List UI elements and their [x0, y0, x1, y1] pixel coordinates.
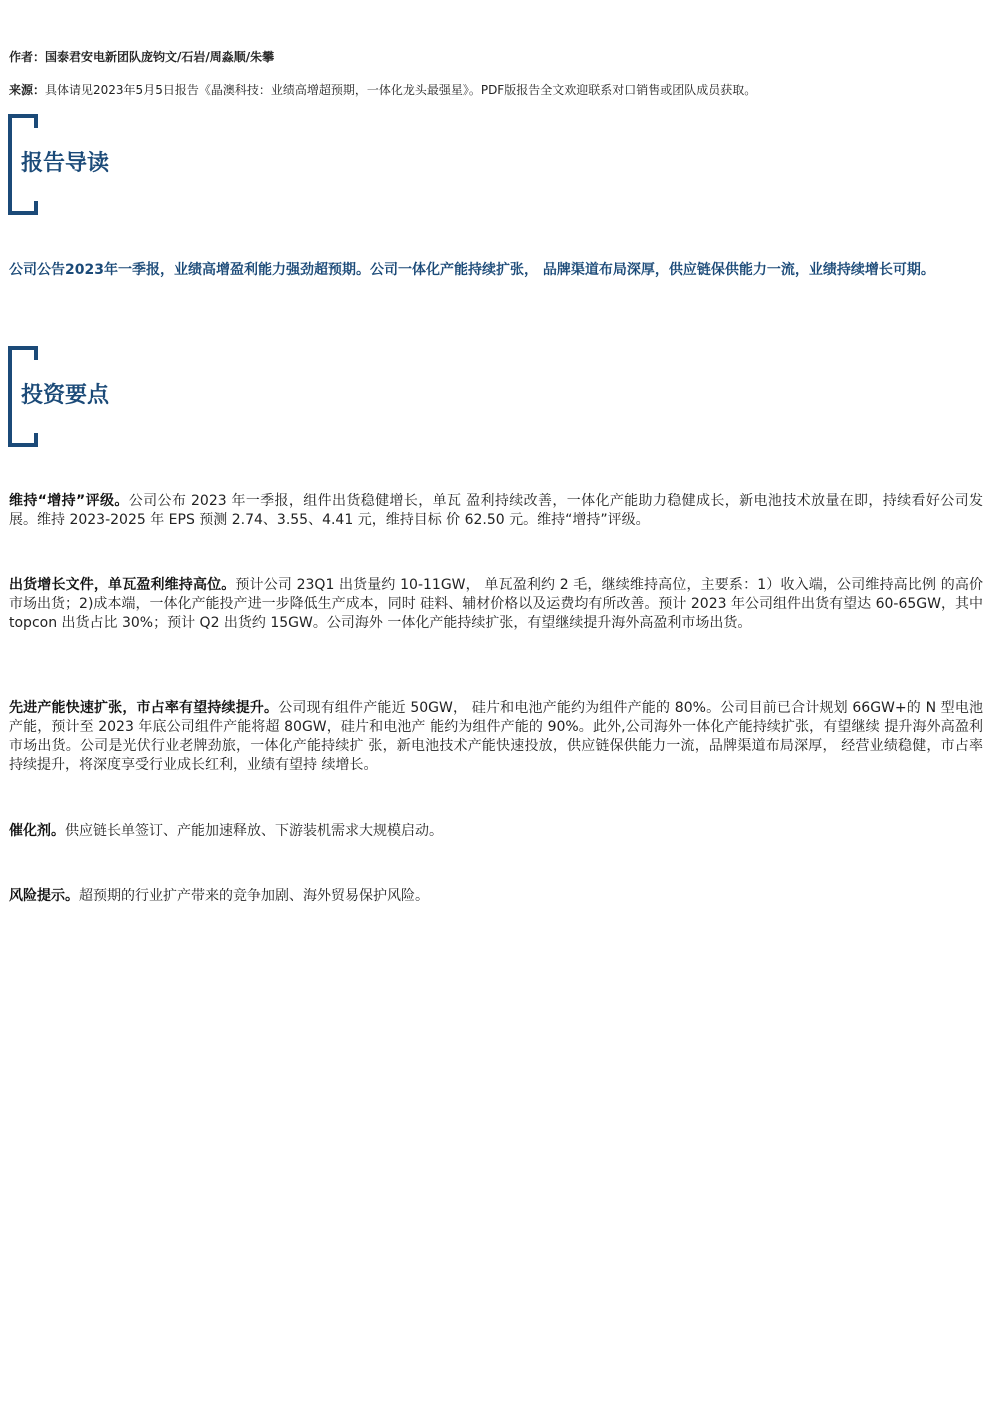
- point-text: 公司现有组件产能近 50GW， 硅片和电池产能约为组件产能的 80%。公司目前已合计规划 66GW+的 N 型电池产能，预计至 2023 年底公司组件产能将超 80GW，硅片和电池产 能约为组件产能的 90%。此外,公司海外一体化产能持续扩张，有望继续 提升海外高盈利市场出货。公司是光伏行业老牌劲旅，一体化产能持续扩 张，新电池技术产能快速投放，供应链保供能力一流，品牌渠道布局深厚， 经营业绩稳健，市占率持续提升，将深度享受行业成长红利，业绩有望持 续增长。: [9, 700, 984, 773]
- point-capacity-expansion: [9, 699, 983, 775]
- report-guide-header: [8, 114, 308, 215]
- author-line: [9, 49, 274, 65]
- point-text: 公司公布 2023 年一季报，组件出货稳健增长，单瓦 盈利持续改善，一体化产能助力稳健成长，新电池技术放量在即，持续看好公司发展。维持 2023-2025 年 EPS 预测 2.74、3.55、4.41 元，维持目标 价 62.50 元。维持“增持”评级。: [9, 493, 983, 528]
- point-title: 出货增长文件，单瓦盈利维持高位。: [9, 577, 236, 593]
- source-label: 来源：: [9, 83, 46, 97]
- report-guide-text: 公司公告2023年一季报，业绩高增盈利能力强劲超预期。公司一体化产能持续扩张， 品牌渠道布局深厚，供应链保供能力一流，业绩持续增长可期。: [9, 262, 935, 278]
- point-title: 维持“增持”评级。: [9, 493, 129, 509]
- report-guide-title: 报告导读: [21, 151, 110, 176]
- point-text: 供应链长单签订、产能加速释放、下游装机需求大规模启动。: [65, 823, 443, 839]
- point-risk: [9, 887, 983, 906]
- point-shipment-growth: [9, 576, 983, 633]
- point-text: 超预期的行业扩产带来的竞争加剧、海外贸易保护风险。: [79, 888, 429, 904]
- point-catalyst: [9, 822, 983, 841]
- point-rating: [9, 492, 983, 530]
- author-value: 国泰君安电新团队庞钧文/石岩/周淼顺/朱攀: [45, 50, 275, 64]
- point-title: 催化剂。: [9, 823, 65, 839]
- source-value: 具体请见2023年5月5日报告《晶澳科技：业绩高增超预期，一体化龙头最强星》。PDF版报告全文欢迎联系对口销售或团队成员获取。: [45, 83, 757, 97]
- point-title: 先进产能快速扩张，市占率有望持续提升。: [9, 700, 279, 716]
- point-text: 预计公司 23Q1 出货量约 10-11GW， 单瓦盈利约 2 毛，继续维持高位，主要系：1）收入端，公司维持高比例 的高价市场出货；2)成本端，一体化产能投产进一步降低生产成本，同时 硅料、辅材价格以及运费均有所改善。预计 2023 年公司组件出货有望达 60-65GW，其中 topcon 出货占比 30%；预计 Q2 出货约 15GW。公司海外 一体化产能持续扩张，有望继续提升海外高盈利市场出货。: [9, 577, 983, 631]
- investment-points-title: 投资要点: [21, 383, 110, 408]
- source-line: [9, 82, 756, 98]
- investment-points-header: [8, 346, 308, 447]
- point-title: 风险提示。: [9, 888, 79, 904]
- author-label: 作者：: [9, 50, 46, 64]
